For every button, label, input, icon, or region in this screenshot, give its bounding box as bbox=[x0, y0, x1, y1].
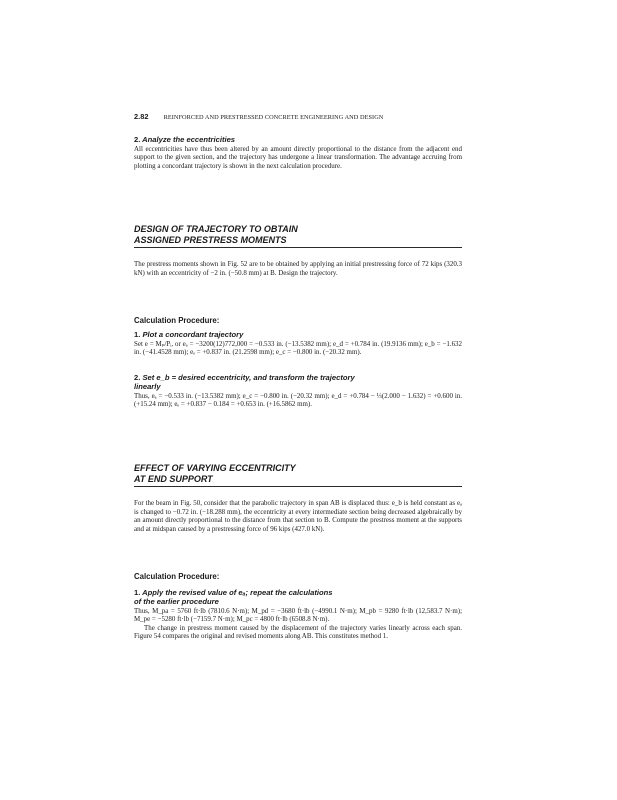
step-heading: 2. Set e_b = desired eccentricity, and transform the trajectory linearly bbox=[134, 373, 355, 391]
step-body: All eccentricities have thus been altered by an amount directly proportional to the distance from the adjacent end support to the given section, and the trajectory has undergone a linear transformation. The advantage accruing from plotting a concordant trajectory is shown in the next calculation procedure. bbox=[134, 144, 462, 170]
section-title: EFFECT OF VARYING ECCENTRICITY AT END SUPPORT bbox=[134, 463, 462, 487]
calculation-procedure-heading: Calculation Procedure: bbox=[134, 316, 220, 325]
step-analyze-block bbox=[134, 136, 462, 171]
section-title: DESIGN OF TRAJECTORY TO OBTAIN ASSIGNED PRESTRESS MOMENTS bbox=[134, 224, 462, 248]
step-heading: 2. Analyze the eccentricities bbox=[134, 135, 236, 144]
page-number: 2.82 bbox=[134, 112, 149, 121]
running-header bbox=[134, 112, 464, 121]
step-heading: 1. Apply the revised value of eₐ; repeat the calculations of the earlier procedure bbox=[134, 588, 333, 606]
step-body: The change in prestress moment caused by the displacement of the trajectory varies linearly across each span. Figure 54 compares the original and revised moments along AB. This constitutes method 1. bbox=[134, 623, 462, 641]
step-apply-block bbox=[134, 589, 462, 641]
step-transform-block bbox=[134, 374, 462, 409]
section-intro: The prestress moments shown in Fig. 52 are to be obtained by applying an initial prestressing force of 72 kips (320.3 kN) with an eccentricity of −2 in. (−50.8 mm) at B. Design the trajectory. bbox=[134, 260, 462, 277]
calculation-procedure-heading: Calculation Procedure: bbox=[134, 572, 220, 581]
step-plot-block bbox=[134, 331, 462, 357]
section-intro: For the beam in Fig. 50, consider that the parabolic trajectory in span AB is displaced thus: e_b is held constant as eₐ is changed to −0.72 in. (−18.288 mm), the eccentricity at every intermediate section being decreased algebraically by an amount directly proportional to the distance from that section to B. Compute the prestress moment at the supports and at midspan caused by a prestressing force of 96 kips (427.0 kN). bbox=[134, 499, 462, 533]
running-title: REINFORCED AND PRESTRESSED CONCRETE ENGINEERING AND DESIGN bbox=[163, 114, 384, 121]
step-body: Thus, M_pa = 5760 ft·lb (7810.6 N·m); M_pd = −3680 ft·lb (−4990.1 N·m); M_pb = 9280 ft·lb (12,583.7 N·m); M_pe = −5280 ft·lb (−7159.7 N·m); M_pc = 4800 ft·lb (6508.8 N·m). bbox=[134, 606, 462, 624]
step-body: Set e = Mₚ/Pᵢ, or eₐ = −3200(12)772,000 = −0.533 in. (−13.5382 mm); e_d = +0.784 in. (19.9136 mm); e_b = −1.632 in. (−41.4528 mm); eₑ = +0.837 in. (21.2598 mm); e_c = −0.800 in. (−20.32 mm). bbox=[134, 339, 462, 357]
step-body: Thus, eₐ = −0.533 in. (−13.5382 mm); e_c = −0.800 in. (−20.32 mm); e_d = +0.784 − ⅓(2.000 − 1.632) = +0.600 in. (+15.24 mm); eₑ = +0.837 − 0.184 = +0.653 in. (+16.5862 mm). bbox=[134, 391, 462, 409]
step-heading: 1. Plot a concordant trajectory bbox=[134, 330, 244, 339]
